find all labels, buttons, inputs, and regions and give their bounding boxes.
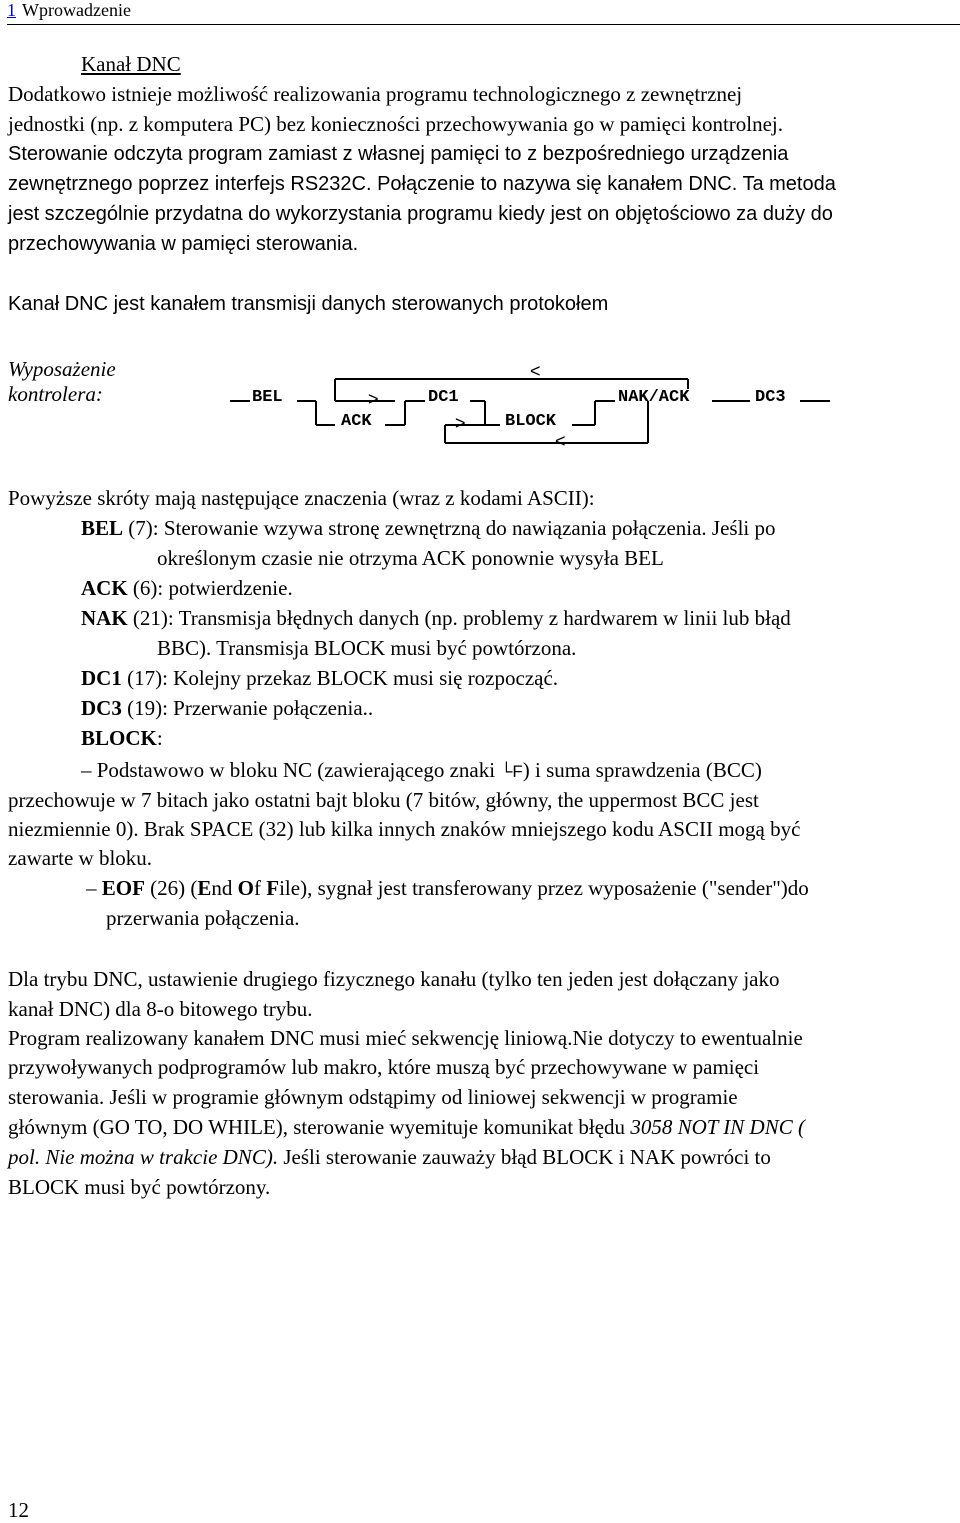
- error-message-cont: pol. Nie można w trakcie DNC).: [8, 1145, 279, 1169]
- block-detail-1-line3: niezmiennie 0). Brak SPACE (32) lub kilka innych znaków mniejszego kodu ASCII mogą być: [8, 817, 801, 841]
- block-detail-text: ile), sygnał jest transferowany przez wyposażenie ("sender")do: [279, 876, 809, 900]
- term-eof: EOF: [101, 876, 145, 900]
- definitions-intro: Powyższe skróty mają następujące znaczenia (wraz z kodami ASCII):: [8, 486, 595, 510]
- closing-text: Jeśli sterowanie zauważy błąd BLOCK i NAK powróci to: [278, 1145, 771, 1169]
- block-detail-1-line4: zawarte w bloku.: [8, 846, 153, 870]
- closing-line-7: [8, 1143, 771, 1172]
- error-message: 3058 NOT IN DNC (: [630, 1115, 805, 1139]
- term-bel: BEL: [81, 516, 124, 540]
- definition-bel: [81, 514, 776, 543]
- definition-block: [81, 724, 163, 753]
- closing-line: kanał DNC) dla 8-o bitowego trybu.: [8, 997, 313, 1021]
- closing-text: głównym (GO TO, DO WHILE), sterowanie wyemituje komunikat błędu: [8, 1115, 631, 1139]
- chapter-title: Wprowadzenie: [22, 0, 131, 20]
- definition-nak-cont: BBC). Transmisja BLOCK musi być powtórzona.: [157, 636, 577, 660]
- diagram-label-dc3: DC3: [755, 388, 786, 407]
- diagram-caption-line2: kontrolera:: [8, 382, 103, 406]
- intro-line: Dodatkowo istnieje możliwość realizowania programu technologicznego z zewnętrznej: [8, 82, 743, 106]
- chapter-number-link[interactable]: 1: [7, 0, 16, 20]
- arrow-right-glyph: >: [455, 413, 466, 433]
- dash: –: [86, 876, 102, 900]
- closing-line: Dla trybu DNC, ustawienie drugiego fizycznego kanału (tylko ten jeden jest dołączany jako: [8, 967, 780, 991]
- definition-dc1: [81, 664, 558, 693]
- protocol-diagram: [0, 355, 960, 455]
- block-detail-text: ) i suma sprawdzenia (BCC): [522, 758, 762, 782]
- block-detail-text: (26) (: [144, 876, 198, 900]
- page-header: [7, 0, 960, 25]
- block-detail-2-line2: przerwania połączenia.: [106, 906, 300, 930]
- term-ack: ACK: [81, 576, 128, 600]
- diagram-label-ack: ACK: [341, 412, 372, 431]
- closing-line: sterowania. Jeśli w programie głównym odstąpimy od liniowej sekwencji w programie: [8, 1085, 738, 1109]
- term-block: BLOCK: [81, 726, 157, 750]
- definition-text: (21): Transmisja błędnych danych (np. problemy z hardwarem w linii lub błąd: [127, 606, 791, 630]
- closing-line: BLOCK musi być powtórzony.: [8, 1175, 271, 1199]
- intro-line: jest szczególnie przydatna do wykorzystania programu kiedy jest on objętościowo za duży do: [8, 203, 833, 225]
- letter-o: O: [237, 876, 255, 900]
- diagram-label-bel: BEL: [252, 388, 283, 407]
- definition-nak: [81, 604, 791, 633]
- closing-line-6: [8, 1113, 805, 1142]
- term-dc1: DC1: [81, 666, 122, 690]
- page-number: 12: [8, 1498, 29, 1522]
- section-title: Kanał DNC: [81, 52, 181, 76]
- definition-text: (6): potwierdzenie.: [127, 576, 293, 600]
- letter-f: F: [266, 876, 280, 900]
- block-detail-text: – Podstawowo w bloku NC (zawierającego znaki: [81, 758, 501, 782]
- arrow-right-glyph: >: [368, 389, 379, 409]
- definition-text: :: [156, 726, 163, 750]
- definition-ack: [81, 574, 293, 603]
- block-detail-2: [86, 874, 809, 903]
- diagram-label-dc1: DC1: [428, 388, 459, 407]
- arrow-left-glyph: <: [530, 361, 541, 381]
- block-detail-text: nd: [211, 876, 238, 900]
- intro-line: przechowywania w pamięci sterowania.: [8, 233, 359, 255]
- protocol-sentence: Kanał DNC jest kanałem transmisji danych sterowanych protokołem: [8, 293, 609, 315]
- letter-e: E: [197, 876, 212, 900]
- diagram-caption-line1: Wyposażenie: [8, 357, 116, 381]
- arrow-left-glyph: <: [555, 431, 566, 451]
- definition-text: (7): Sterowanie wzywa stronę zewnętrzną do nawiązania połączenia. Jeśli po: [123, 516, 776, 540]
- intro-line: Sterowanie odczyta program zamiast z własnej pamięci to z bezpośredniego urządzenia: [8, 143, 789, 165]
- closing-line: Program realizowany kanałem DNC musi mieć sekwencję liniową.Nie dotyczy to ewentualnie: [8, 1026, 803, 1050]
- intro-line: zewnętrznego poprzez interfejs RS232C. Połączenie to nazywa się kanałem DNC. Ta metoda: [8, 173, 836, 195]
- definition-text: (19): Przerwanie połączenia..: [121, 696, 374, 720]
- diagram-label-nak-ack: NAK/ACK: [618, 388, 690, 407]
- definition-bel-cont: określonym czasie nie otrzyma ACK ponownie wysyła BEL: [157, 546, 664, 570]
- block-detail-text: f: [254, 876, 267, 900]
- closing-line: przywoływanych podprogramów lub makro, które muszą być przechowywane w pamięci: [8, 1055, 760, 1079]
- definition-text: (17): Kolejny przekaz BLOCK musi się rozpocząć.: [121, 666, 559, 690]
- block-detail-1-line2: przechowuje w 7 bitach jako ostatni bajt bloku (7 bitów, główny, the uppermost BCC jest: [8, 788, 759, 812]
- lf-glyph: └F: [500, 762, 523, 781]
- term-nak: NAK: [81, 606, 128, 630]
- term-dc3: DC3: [81, 696, 122, 720]
- block-detail-1: [81, 756, 762, 786]
- diagram-label-block: BLOCK: [505, 412, 557, 431]
- intro-line: jednostki (np. z komputera PC) bez konieczności przechowywania go w pamięci kontrolnej.: [8, 112, 784, 136]
- definition-dc3: [81, 694, 373, 723]
